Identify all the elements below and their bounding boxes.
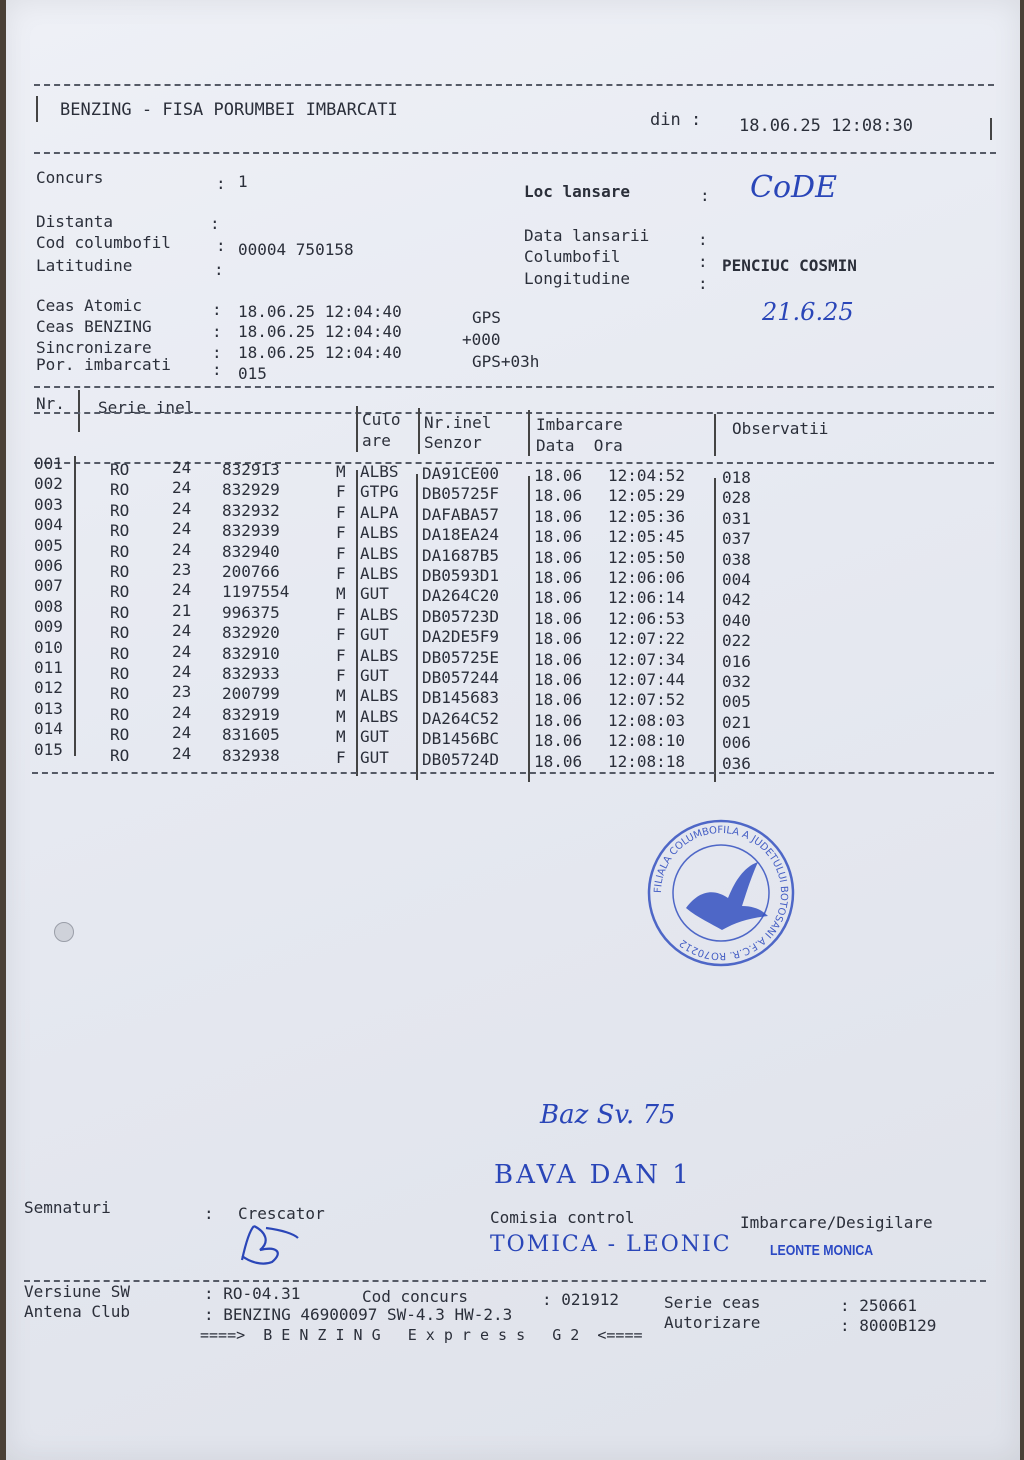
signature-comisia: Comisia control — [490, 1208, 635, 1227]
fancier-name: PENCIUC COSMIN — [722, 256, 857, 275]
cell-sex: F — [336, 564, 346, 583]
cell-color: ALBS — [360, 523, 399, 543]
cell-sex: F — [336, 482, 346, 502]
info-label: Cod columbofil — [36, 233, 171, 252]
divider — [416, 474, 418, 780]
info-label: Data lansarii — [524, 226, 650, 245]
stamp-name: LEONTE MONICA — [770, 1242, 874, 1259]
signature-imbarcare: Imbarcare/Desigilare — [740, 1213, 933, 1232]
club-stamp — [646, 818, 796, 968]
clock-label: Por. imbarcati — [36, 355, 171, 374]
divider — [34, 84, 994, 86]
cell-observation: 006 — [722, 733, 751, 753]
divider — [528, 476, 530, 782]
info-label: Concurs — [36, 168, 104, 187]
info-sep: : — [698, 252, 708, 271]
cell-nr: 015 — [34, 739, 63, 759]
cell-sex: M — [336, 686, 346, 706]
cell-ring: 831605 — [222, 725, 280, 745]
cell-observation: 022 — [722, 631, 751, 651]
cell-ring: 832940 — [222, 541, 280, 561]
cell-ring: 1197554 — [222, 582, 290, 602]
cell-country: RO — [110, 582, 130, 602]
cell-color: GTPG — [360, 482, 399, 502]
cell-ring: 832932 — [222, 500, 280, 520]
info-sep: : — [700, 186, 710, 205]
cell-ring: 832919 — [222, 704, 280, 724]
signature-crescator: Crescator — [238, 1204, 325, 1223]
handwritten-date: 21.6.25 — [762, 298, 854, 326]
cell-country: RO — [110, 500, 130, 520]
footer-label: Autorizare — [664, 1313, 761, 1332]
date-label: din : — [650, 110, 702, 130]
cell-observation: 037 — [722, 529, 751, 549]
cell-time: 12:06:14 — [608, 588, 686, 608]
cell-observation: 004 — [722, 570, 751, 589]
cell-country: RO — [110, 725, 130, 745]
cell-nr: 001 — [34, 454, 63, 473]
cell-color: GUT — [360, 625, 389, 645]
col-header-data-ora: Data Ora — [536, 436, 623, 455]
clock-label: Ceas BENZING — [36, 317, 152, 336]
cell-observation: 031 — [722, 508, 751, 528]
col-header-nrinel: Nr.inel — [424, 413, 492, 432]
col-header-imbarcare: Imbarcare — [536, 415, 623, 434]
cell-country: RO — [110, 684, 130, 704]
cell-date: 18.06 — [534, 547, 583, 567]
cell-time: 12:08:10 — [608, 731, 686, 751]
divider — [24, 1280, 986, 1282]
cell-sensor: DB05724D — [422, 749, 500, 769]
info-label: Columbofil — [524, 247, 621, 266]
cell-time: 12:07:44 — [608, 670, 686, 689]
print-datetime: 18.06.25 12:08:30 — [739, 116, 913, 136]
cell-color: ALBS — [360, 543, 399, 563]
divider — [528, 410, 530, 456]
clock-label: Sincronizare — [36, 338, 152, 357]
cell-nr: 003 — [34, 494, 63, 514]
cell-sex: F — [336, 666, 346, 685]
col-header-serie: Serie inel — [98, 398, 195, 417]
cell-nr: 013 — [34, 698, 63, 718]
cell-sensor: DAFABA57 — [422, 504, 500, 524]
clock-value: 18.06.25 12:04:40 — [238, 302, 402, 321]
cell-year: 24 — [172, 458, 192, 477]
cell-country: RO — [110, 541, 130, 561]
info-label: Loc lansare — [524, 182, 630, 201]
cell-year: 24 — [172, 723, 192, 743]
cell-sex: M — [336, 727, 346, 747]
footer-value: : 021912 — [542, 1290, 620, 1309]
signatures-sep: : — [204, 1204, 214, 1223]
cell-nr: 004 — [34, 515, 63, 535]
cell-observation: 018 — [722, 468, 751, 487]
cell-observation: 021 — [722, 712, 751, 732]
cell-nr: 007 — [34, 576, 63, 596]
info-sep: : — [216, 236, 226, 255]
divider — [356, 470, 358, 776]
cell-year: 24 — [172, 580, 192, 600]
col-header-nr: Nr. — [36, 394, 65, 413]
form-title: BENZING - FISA PORUMBEI IMBARCATI — [60, 100, 398, 120]
cell-date: 18.06 — [534, 506, 583, 526]
printed-form — [6, 0, 1020, 1460]
clock-extra: GPS — [472, 308, 501, 327]
cell-country: RO — [110, 745, 130, 765]
cell-color: GUT — [360, 727, 389, 747]
cell-time: 12:08:18 — [608, 751, 686, 771]
divider — [78, 390, 80, 432]
cell-sensor: DB05723D — [422, 606, 500, 626]
cell-sensor: DB05725F — [422, 484, 500, 504]
cell-sensor: DA1687B5 — [422, 545, 500, 565]
cell-country: RO — [110, 460, 130, 479]
cell-ring: 200799 — [222, 684, 280, 704]
clock-sep: : — [212, 322, 222, 341]
cell-color: ALPA — [360, 502, 399, 522]
clock-value: 015 — [238, 364, 267, 383]
dove-icon — [646, 818, 796, 968]
info-sep: : — [216, 174, 226, 193]
clock-extra: +000 — [462, 330, 501, 349]
cell-year: 24 — [172, 519, 192, 539]
divider — [36, 96, 38, 122]
cell-sensor: DB145683 — [422, 688, 500, 708]
cell-nr: 014 — [34, 719, 63, 739]
divider — [34, 386, 994, 388]
divider — [714, 478, 716, 782]
col-header-senzor: Senzor — [424, 433, 482, 452]
cell-time: 12:07:34 — [608, 649, 686, 669]
cell-ring: 832910 — [222, 643, 280, 663]
clock-extra: GPS+03h — [472, 352, 540, 371]
cell-sex: F — [336, 502, 346, 522]
cell-ring: 832938 — [222, 745, 280, 765]
cell-date: 18.06 — [534, 670, 583, 689]
cell-color: ALBS — [360, 706, 399, 726]
info-label: Longitudine — [524, 269, 630, 288]
cell-color: ALBS — [360, 686, 399, 706]
punch-hole — [54, 922, 74, 942]
cell-color: GUT — [360, 584, 389, 604]
cell-country: RO — [110, 643, 130, 663]
cell-ring: 832920 — [222, 623, 280, 643]
cell-nr: 011 — [34, 658, 63, 677]
info-label: Distanta — [36, 212, 114, 231]
info-sep: : — [698, 230, 708, 249]
cell-year: 24 — [172, 539, 192, 559]
cell-observation: 032 — [722, 672, 751, 691]
signature-scribble — [236, 1222, 306, 1266]
cell-nr: 002 — [34, 474, 63, 494]
cell-color: ALBS — [360, 462, 399, 481]
cell-date: 18.06 — [534, 466, 583, 485]
cell-sensor: DA18EA24 — [422, 525, 500, 545]
cell-year: 23 — [172, 682, 192, 702]
cell-nr: 012 — [34, 678, 63, 698]
handwritten-signer-3: TOMICA - LEONIC — [490, 1232, 732, 1257]
footer-label: Versiune SW — [24, 1282, 130, 1301]
cell-sex: F — [336, 625, 346, 645]
divider — [74, 456, 76, 756]
cell-time: 12:04:52 — [608, 466, 686, 485]
cell-sex: F — [336, 645, 346, 665]
info-sep: : — [214, 260, 224, 279]
cell-date: 18.06 — [534, 690, 583, 710]
signatures-label: Semnaturi — [24, 1198, 111, 1217]
cell-date: 18.06 — [534, 629, 583, 649]
cell-time: 12:08:03 — [608, 710, 686, 730]
cell-time: 12:05:36 — [608, 506, 686, 526]
divider — [34, 152, 996, 154]
cell-date: 18.06 — [534, 649, 583, 669]
cell-sensor: DA91CE00 — [422, 464, 500, 483]
cell-color: ALBS — [360, 604, 399, 624]
cell-year: 24 — [172, 662, 192, 681]
col-header-observatii: Observatii — [732, 419, 829, 438]
cell-nr: 009 — [34, 617, 63, 637]
cell-year: 24 — [172, 641, 192, 661]
footer-label: Antena Club — [24, 1302, 130, 1321]
cell-color: GUT — [360, 666, 389, 685]
cell-observation: 028 — [722, 488, 751, 508]
footer-value: : BENZING 46900097 SW-4.3 HW-2.3 — [204, 1305, 513, 1324]
cell-observation: 038 — [722, 549, 751, 569]
cell-sensor: DA264C20 — [422, 586, 500, 606]
cell-date: 18.06 — [534, 486, 583, 506]
cell-sensor: DA264C52 — [422, 708, 500, 728]
cell-date: 18.06 — [534, 568, 583, 587]
handwritten-signer-1: Baz Sv. 75 — [540, 1100, 676, 1130]
cell-sex: M — [336, 584, 346, 604]
cell-time: 12:07:22 — [608, 629, 686, 649]
divider — [714, 414, 716, 456]
cell-sex: F — [336, 523, 346, 543]
cell-nr: 005 — [34, 535, 63, 555]
cell-year: 24 — [172, 702, 192, 722]
footer-value: : 8000B129 — [840, 1316, 937, 1335]
cell-sex: M — [336, 706, 346, 726]
cell-country: RO — [110, 664, 130, 683]
footer-value: : RO-04.31 — [204, 1284, 301, 1303]
footer-label: Cod concurs — [362, 1287, 468, 1306]
handwritten-launch-place: CoDE — [750, 170, 837, 205]
clock-value: 18.06.25 12:04:40 — [238, 343, 402, 362]
cell-nr: 010 — [34, 637, 63, 657]
cell-time: 12:06:53 — [608, 608, 686, 628]
cell-date: 18.06 — [534, 731, 583, 751]
cell-year: 21 — [172, 600, 192, 620]
footer-label: Serie ceas — [664, 1293, 761, 1312]
cell-nr: 006 — [34, 556, 63, 575]
cell-observation: 016 — [722, 651, 751, 671]
cell-country: RO — [110, 623, 130, 643]
cell-ring: 832929 — [222, 480, 280, 500]
cell-year: 24 — [172, 621, 192, 641]
clock-sep: : — [212, 360, 222, 379]
info-value: 00004 750158 — [238, 240, 354, 259]
cell-country: RO — [110, 602, 130, 622]
cell-year: 24 — [172, 478, 192, 498]
cell-year: 24 — [172, 498, 192, 518]
cell-date: 18.06 — [534, 608, 583, 628]
divider — [990, 118, 992, 140]
cell-date: 18.06 — [534, 751, 583, 771]
info-value: 1 — [238, 172, 248, 191]
cell-country: RO — [110, 480, 130, 500]
cell-date: 18.06 — [534, 527, 583, 547]
cell-time: 12:05:29 — [608, 486, 686, 506]
cell-sex: M — [336, 462, 346, 481]
info-sep: : — [210, 214, 220, 233]
cell-sensor: DB0593D1 — [422, 566, 500, 585]
cell-time: 12:06:06 — [608, 568, 686, 587]
cell-year: 24 — [172, 743, 192, 763]
divider — [34, 412, 994, 414]
info-label: Latitudine — [36, 256, 133, 275]
cell-time: 12:05:45 — [608, 527, 686, 547]
divider — [356, 406, 358, 452]
cell-sensor: DB057244 — [422, 668, 500, 687]
cell-observation: 042 — [722, 590, 751, 610]
divider — [32, 772, 994, 774]
cell-time: 12:05:50 — [608, 547, 686, 567]
clock-label: Ceas Atomic — [36, 296, 142, 315]
cell-country: RO — [110, 521, 130, 541]
clock-sep: : — [212, 343, 222, 362]
cell-color: ALBS — [360, 564, 399, 583]
cell-date: 18.06 — [534, 588, 583, 608]
cell-color: GUT — [360, 747, 389, 767]
cell-ring: 200766 — [222, 562, 280, 581]
cell-ring: 832933 — [222, 664, 280, 683]
clock-value: 18.06.25 12:04:40 — [238, 322, 402, 341]
brand-line: ====> B E N Z I N G E x p r e s s G 2 <==== — [200, 1326, 643, 1344]
cell-color: ALBS — [360, 645, 399, 665]
divider — [418, 408, 420, 454]
cell-sex: F — [336, 604, 346, 624]
cell-sensor: DB1456BC — [422, 729, 500, 749]
footer-value: : 250661 — [840, 1296, 918, 1315]
cell-observation: 040 — [722, 610, 751, 630]
cell-date: 18.06 — [534, 710, 583, 730]
svg-text:FILIALA COLUMBOFILA A JUDETULU: FILIALA COLUMBOFILA A JUDETULUI BOTOSANI A.F.C.R. RO70212 — [652, 824, 790, 962]
handwritten-signer-2: BAVA DAN 1 — [494, 1160, 692, 1190]
cell-time: 12:07:52 — [608, 690, 686, 710]
clock-sep: : — [212, 300, 222, 319]
cell-ring: 832913 — [222, 460, 280, 479]
col-header-culoare: Culo — [362, 410, 401, 429]
cell-ring: 996375 — [222, 602, 280, 622]
cell-sex: F — [336, 747, 346, 767]
cell-country: RO — [110, 562, 130, 581]
cell-nr: 008 — [34, 596, 63, 616]
cell-observation: 036 — [722, 753, 751, 773]
cell-sensor: DB05725E — [422, 647, 500, 667]
cell-country: RO — [110, 704, 130, 724]
col-header-culoare-2: are — [362, 431, 391, 450]
info-sep: : — [698, 274, 708, 293]
cell-year: 23 — [172, 560, 192, 579]
cell-sensor: DA2DE5F9 — [422, 627, 500, 647]
cell-observation: 005 — [722, 692, 751, 712]
cell-sex: F — [336, 543, 346, 563]
cell-ring: 832939 — [222, 521, 280, 541]
